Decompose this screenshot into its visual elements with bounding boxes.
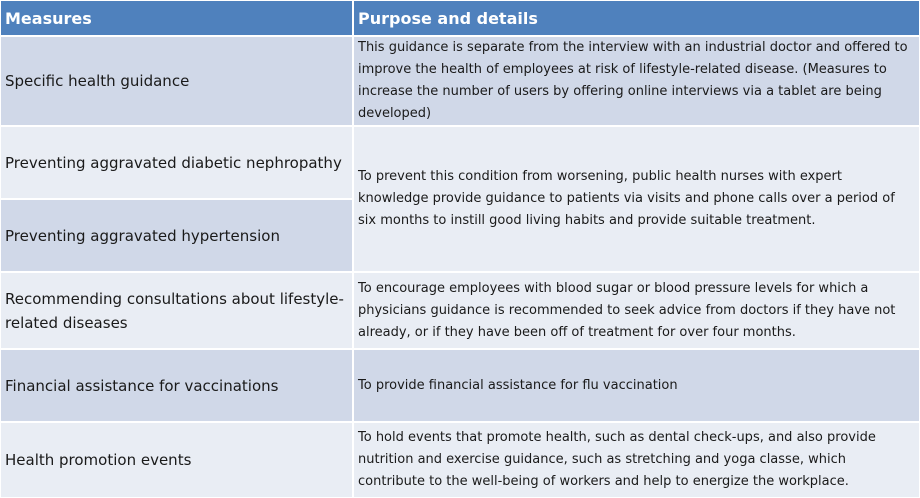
table-row bbox=[0, 349, 920, 422]
measure-cell: Preventing aggravated hypertension bbox=[0, 199, 353, 272]
header-purpose: Purpose and details bbox=[353, 0, 920, 36]
table-row bbox=[0, 126, 920, 199]
measure-cell: Health promotion events bbox=[0, 422, 353, 498]
purpose-cell: To prevent this condition from worsening, public health nurses with expert knowledge provide guidance to patients via visits and phone calls over a period of six months to instill good living habits and provide suitable treatment. bbox=[353, 126, 920, 272]
purpose-cell: To provide financial assistance for flu vaccination bbox=[353, 349, 920, 422]
table-header-row bbox=[0, 0, 920, 36]
measure-cell: Recommending consultations about lifestyle-related diseases bbox=[0, 272, 353, 349]
purpose-cell: This guidance is separate from the interview with an industrial doctor and offered to improve the health of employees at risk of lifestyle-related disease. (Measures to increase the number of users by offering online interviews via a tablet are being developed) bbox=[353, 36, 920, 126]
measure-cell: Specific health guidance bbox=[0, 36, 353, 126]
purpose-cell: To hold events that promote health, such as dental check-ups, and also provide nutrition and exercise guidance, such as stretching and yoga classe, which contribute to the well-being of workers and help to energize the workplace. bbox=[353, 422, 920, 498]
measure-cell: Financial assistance for vaccinations bbox=[0, 349, 353, 422]
purpose-cell: To encourage employees with blood sugar or blood pressure levels for which a physicians guidance is recommended to seek advice from doctors if they have not already, or if they have been off of treatment for over four months. bbox=[353, 272, 920, 349]
measure-cell: Preventing aggravated diabetic nephropathy bbox=[0, 126, 353, 199]
table-row bbox=[0, 422, 920, 498]
header-measures: Measures bbox=[0, 0, 353, 36]
table-row bbox=[0, 272, 920, 349]
table-row bbox=[0, 36, 920, 126]
